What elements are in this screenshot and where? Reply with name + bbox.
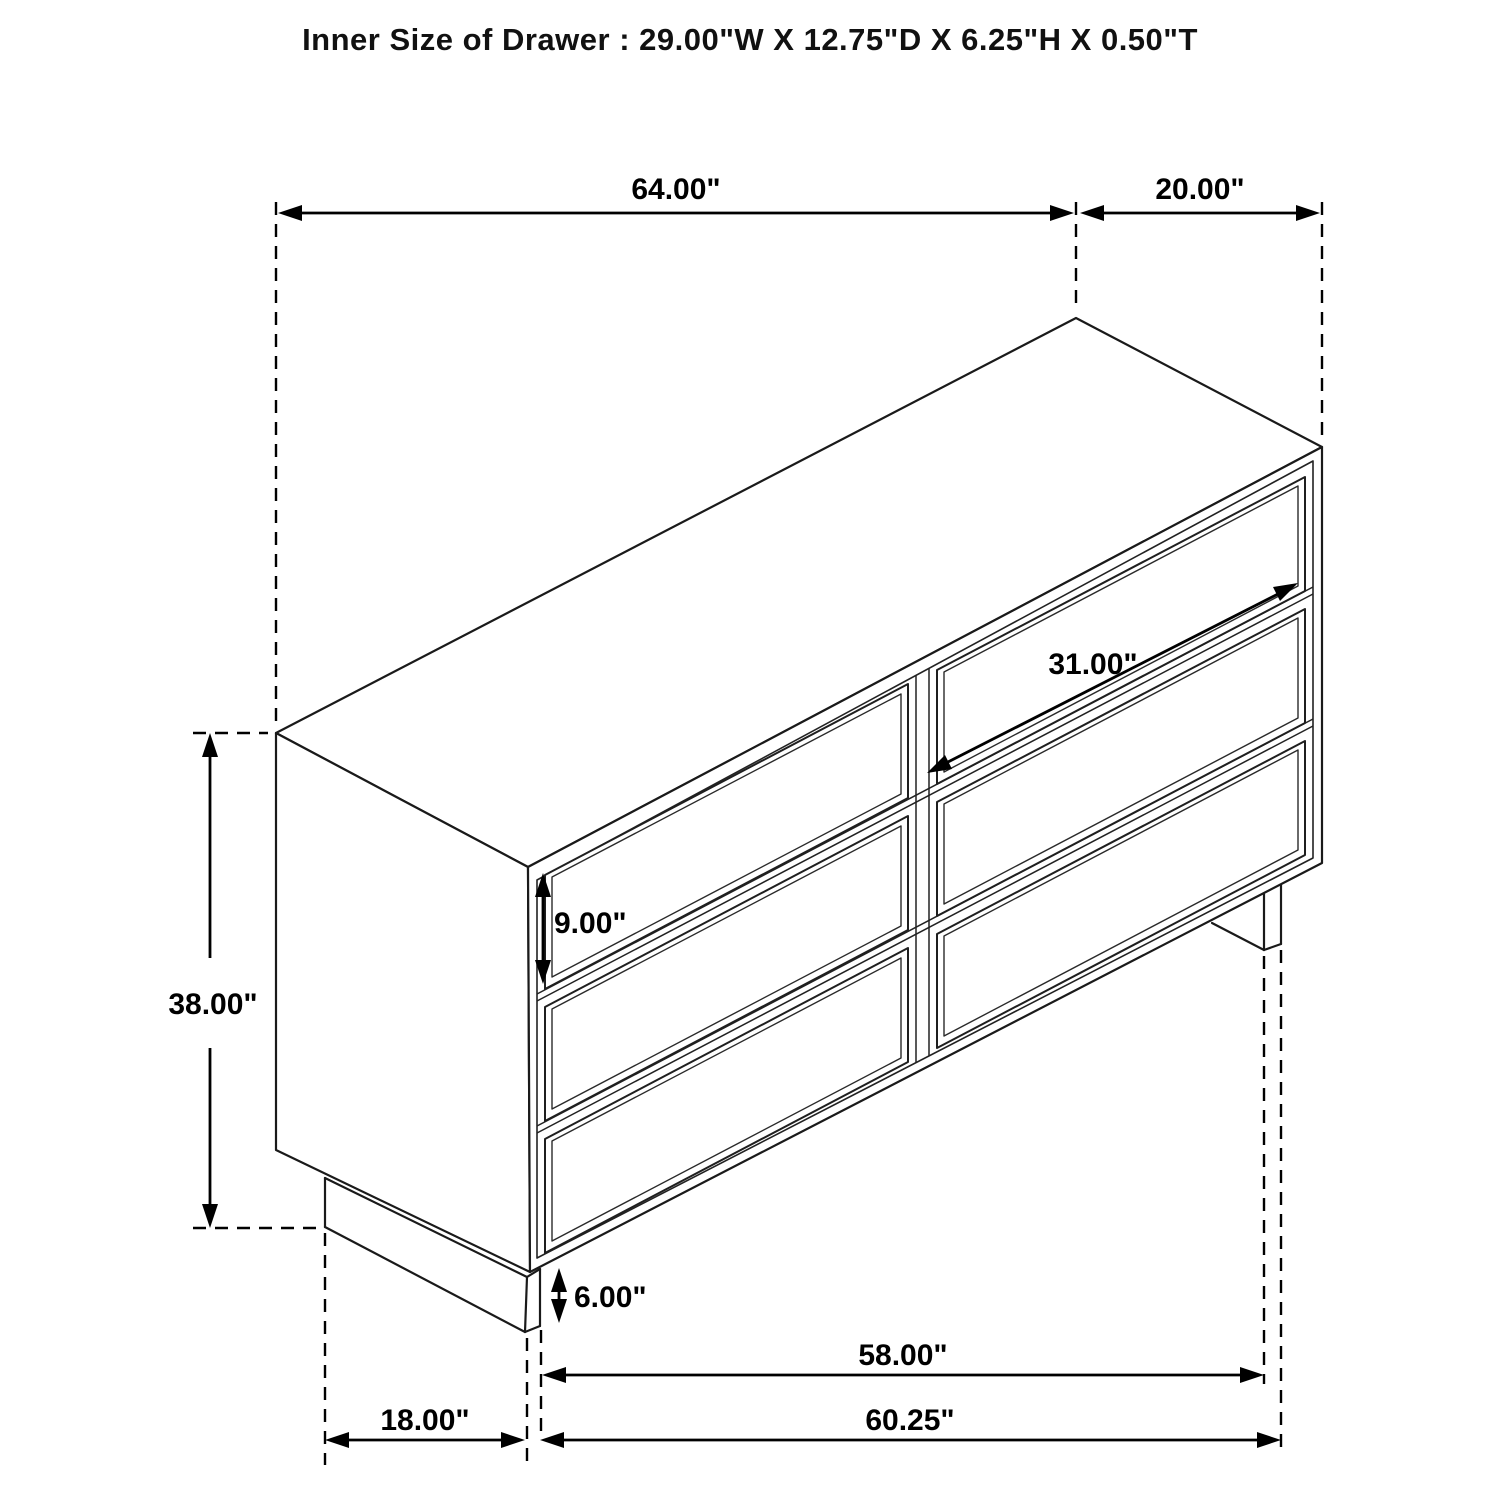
dim-label-6025: 60.25"	[865, 1404, 955, 1437]
arrowhead-down-icon	[202, 1204, 218, 1228]
dim-label-31: 31.00"	[1048, 648, 1138, 681]
arrowhead-right-icon	[1296, 205, 1320, 221]
cabinet	[276, 318, 1322, 1272]
dim-label-6: 6.00"	[574, 1281, 647, 1314]
page-title: Inner Size of Drawer : 29.00"W X 12.75"D X 6.25"H X 0.50"T	[302, 22, 1198, 57]
arrowhead-up-icon	[202, 733, 218, 757]
plinth-front-corner-edge	[525, 1277, 527, 1332]
dim-label-20: 20.00"	[1155, 173, 1245, 206]
plinth-front-bottom-edge	[525, 1326, 540, 1332]
dim-depth-top	[1080, 173, 1320, 221]
dim-base-length	[542, 1339, 1264, 1383]
dim-label-9: 9.00"	[554, 907, 627, 940]
arrowhead-up-icon	[551, 1268, 567, 1292]
arrowhead-down-icon	[551, 1299, 567, 1323]
dim-width-top	[278, 173, 1074, 221]
dim-label-18: 18.00"	[380, 1404, 470, 1437]
arrowhead-right-icon	[1050, 205, 1074, 221]
arrowhead-left-icon	[540, 1432, 564, 1448]
arrowhead-right-icon	[1257, 1432, 1281, 1448]
dim-height	[168, 733, 257, 1228]
arrowhead-left-icon	[542, 1367, 566, 1383]
arrowhead-right-icon	[1240, 1367, 1264, 1383]
arrowhead-right-icon	[501, 1432, 525, 1448]
dim-base-depth	[325, 1404, 525, 1448]
dim-label-58: 58.00"	[858, 1339, 948, 1372]
arrowhead-left-icon	[1080, 205, 1104, 221]
arrowhead-left-icon	[278, 205, 302, 221]
plinth-rear-bottom-edge	[1212, 923, 1264, 950]
dim-bottom-length	[540, 1404, 1281, 1448]
dim-label-38: 38.00"	[168, 988, 258, 1021]
dim-base-height	[551, 1268, 647, 1323]
arrowhead-left-icon	[325, 1432, 349, 1448]
dim-label-64: 64.00"	[631, 173, 721, 206]
rear-leg-bottom-edge	[1264, 944, 1281, 950]
